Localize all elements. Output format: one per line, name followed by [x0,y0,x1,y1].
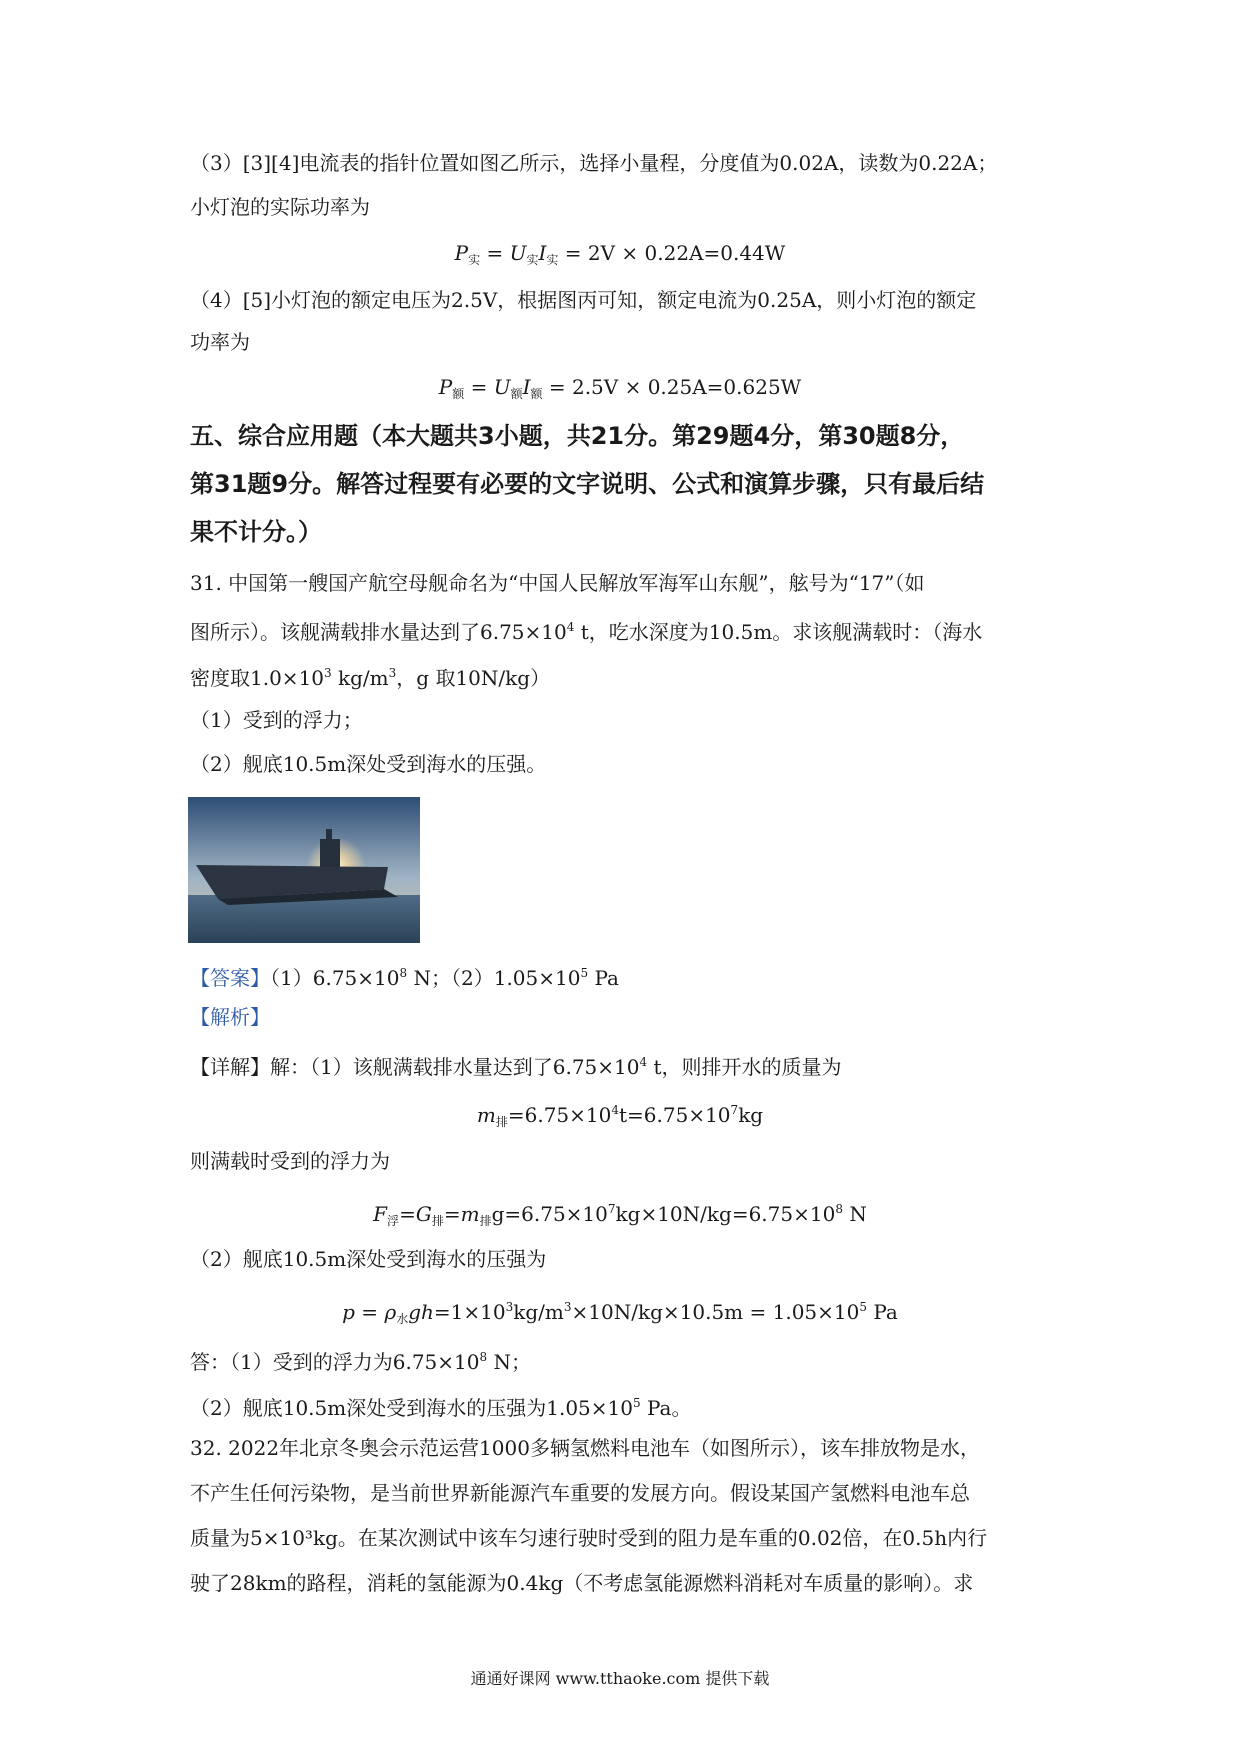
text-line: 小灯泡的实际功率为 [190,195,370,219]
formula-mass: $m_排=6.75\times 10^4t=6.75\times 10^7kg$ [476,1103,764,1129]
final-answer-1: 答：（1）受到的浮力为$6.75\times 10^8$ N； [190,1350,531,1374]
text-line: 功率为 [190,330,250,354]
formula-actual-power: $P_实 = U_实I_实 = 2V \times 0.22A=0.44W$ [454,241,786,267]
formula-rated-power: $P_额 = U_额I_额 = 2.5V \times 0.25A=0.625W$ [438,375,802,401]
question-32-text: 32. 2022年北京冬奥会示范运营1000多辆氢燃料电池车（如图所示），该车排放物是水， [190,1436,980,1460]
analysis-tag: 【解析】 [190,1005,270,1029]
final-answer-2: （2）舰底10.5m深处受到海水的压强为$1.05\times 10^5$ Pa。 [190,1396,692,1420]
section-heading: 第31题9分。解答过程要有必要的文字说明、公式和演算步骤，只有最后结 [190,470,985,498]
text-line: 则满载时受到的浮力为 [190,1149,390,1173]
text-line: （3）[3][4]电流表的指针位置如图乙所示，选择小量程，分度值为0.02A，读数为0.22A； [190,151,998,175]
formula-buoyancy: $F_浮=G_排=m_排g=6.75\times 10^7kg\times 10N/kg=6.75\times 10^8$ N [373,1202,867,1228]
answer-tag: 【答案】 [190,966,270,990]
question-31-part1: （1）受到的浮力； [190,708,363,732]
question-32-text: 质量为5×10³kg。在某次测试中该车匀速行驶时受到的阻力是车重的0.02倍，在0.5h内行 [190,1526,988,1550]
question-31-text: 图所示）。该舰满载排水量达到了$6.75\times 10^4$ t，吃水深度为10.5m。求该舰满载时：（海水 [190,620,983,644]
section-heading: 五、综合应用题（本大题共3小题，共21分。第29题4分，第30题8分， [190,422,965,450]
question-31-text: 31. 中国第一艘国产航空母舰命名为“中国人民解放军海军山东舰”，舷号为“17”（如 [190,571,925,595]
question-32-text: 驶了28km的路程，消耗的氢能源为0.4kg（不考虑氢能源燃料消耗对车质量的影响）。求 [190,1571,974,1595]
answer-line: 【答案】$(1)6.75\times 10^8$ N；$(2)1.05\times 10^5$ Pa [190,966,619,990]
text-line: （4）[5]小灯泡的额定电压为2.5V，根据图丙可知，额定电流为0.25A，则小灯泡的额定 [190,288,977,312]
text-line: （2）舰底10.5m深处受到海水的压强为 [190,1247,547,1271]
section-heading: 果不计分。） [190,518,322,546]
question-32-text: 不产生任何污染物，是当前世界新能源汽车重要的发展方向。假设某国产氢燃料电池车总 [190,1481,970,1505]
page-footer: 通通好课网 www.tthaoke.com 提供下载 [470,1669,770,1688]
question-31-text: 密度取$1.0\times 10^3$ $kg/m^3$，g 取10N/kg） [190,666,551,690]
formula-pressure: $p = \rho_水gh=1\times 10^3kg/m^3\times 10N/kg\times 10.5m = 1.05\times 10^5$ Pa [342,1300,898,1326]
aircraft-carrier-photo [188,797,420,943]
question-31-part2: （2）舰底10.5m深处受到海水的压强。 [190,752,547,776]
detail-line: 【详解】解：（1）该舰满载排水量达到了$6.75\times 10^4$ t，则排开水的质量为 [190,1055,842,1079]
